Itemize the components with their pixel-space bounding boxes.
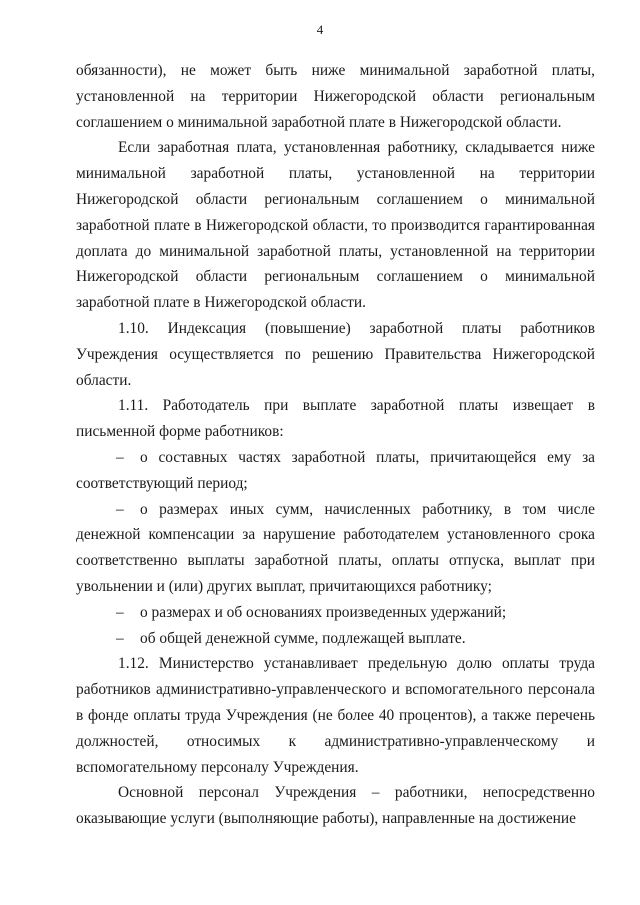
dash-marker: – xyxy=(116,629,124,647)
list-item-text: об общей денежной сумме, подлежащей выплате. xyxy=(140,629,466,647)
list-item xyxy=(76,497,595,600)
paragraph-1-10-indexation: 1.10. Индексация (повышение) заработной платы работников Учреждения осуществляется по решению Правительства Нижегородской области. xyxy=(76,319,595,389)
dash-marker: – xyxy=(116,448,124,466)
list-item-text: о составных частях заработной платы, причитающейся ему за соответствующий период; xyxy=(76,448,595,492)
paragraph-core-staff: Основной персонал Учреждения – работники, непосредственно оказывающие услуги (выполняющие работы), направленные на достижение xyxy=(76,784,595,828)
list-item-text: о размерах иных сумм, начисленных работнику, в том числе денежной компенсации за нарушение работодателем установленного срока соответственно выплаты заработной платы, оплаты отпуска, выплат при увольнении и (или) других выплат, причитающихся работнику; xyxy=(76,500,595,595)
list-item xyxy=(76,626,595,652)
page-number: 4 xyxy=(316,22,324,37)
dash-marker: – xyxy=(116,500,124,518)
list-item xyxy=(76,600,595,626)
paragraph-continuation: обязанности), не может быть ниже минимальной заработной платы, установленной на территории Нижегородской области региональным соглашением о минимальной заработной плате в Нижегородской области. xyxy=(76,62,595,131)
document-body xyxy=(76,58,595,832)
list-item xyxy=(76,445,595,497)
paragraph-1-12-ministry-share: 1.12. Министерство устанавливает предельную долю оплаты труда работников административно-управленческого и вспомогательного персонала в фонде оплаты труда Учреждения (не более 40 процентов), а также перечень должностей, относимых к административно-управленческому и вспомогательному персоналу Учреждения. xyxy=(76,655,595,776)
paragraph-1-11-employer-notice: 1.11. Работодатель при выплате заработной платы извещает в письменной форме работников: xyxy=(76,397,595,441)
list-item-text: о размерах и об основаниях произведенных удержаний; xyxy=(140,603,507,621)
dash-marker: – xyxy=(116,603,124,621)
paragraph-guaranteed-supplement: Если заработная плата, установленная работнику, складывается ниже минимальной заработной платы, установленной на территории Нижегородской области региональным соглашением о минимальной заработной плате в Нижегородской области, то производится гарантированная доплата до минимальной заработной платы, установленной на территории Нижегородской области региональным соглашением о минимальной заработной плате в Нижегородской области. xyxy=(76,139,595,312)
